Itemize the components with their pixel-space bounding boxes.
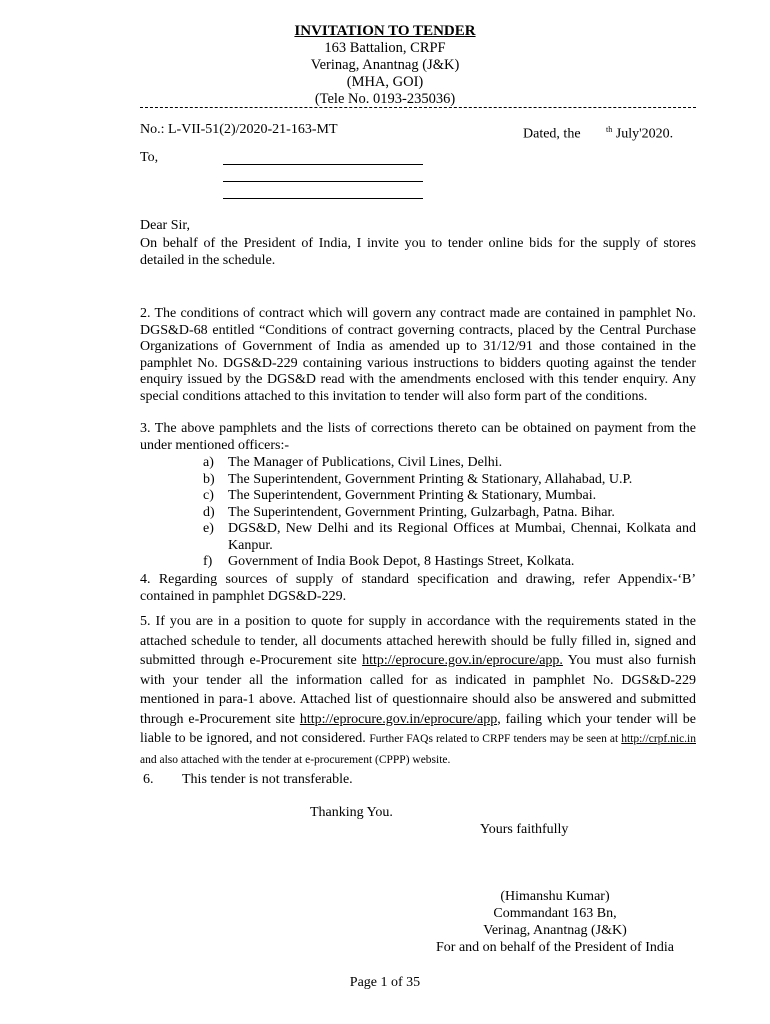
list-item: b) The Superintendent, Government Printing & Stationary, Allahabad, U.P. (203, 471, 633, 487)
header-block (0, 23, 770, 108)
address-line-3 (223, 198, 423, 199)
date-line (523, 122, 673, 143)
header-line-3: (MHA, GOI) (346, 74, 424, 90)
crpf-link[interactable]: http://crpf.nic.in (621, 733, 696, 745)
signature-block (430, 888, 680, 956)
dated-label: Dated, the (523, 126, 581, 142)
officers-list (203, 455, 696, 571)
list-item: c) The Superintendent, Government Printing & Stationary, Mumbai. (203, 488, 597, 503)
header-line-1: 163 Battalion, CRPF (324, 40, 446, 56)
header-line-2: Verinag, Anantnag (J&K) (310, 57, 460, 73)
dashed-divider (140, 107, 696, 108)
paragraph-6-text: This tender is not transferable. (182, 772, 353, 787)
reference-number: No.: L-VII-51(2)/2020-21-163-MT (140, 122, 338, 137)
paragraph-5: 5. If you are in a position to quote for supply in accordance with the requirements stated in the attached schedule to tender, all documents attached herewith should be fully filled in, signed and submitted through e-Procurement site http://eprocure.gov.in/eprocure/app. You must also furnish with your tender all the information called for as indicated in pamphlet No. DGS&D-229 mentioned in para-1 above. Attached list of questionnaire should also be answered and submitted through e-Procurement site http://eprocure.gov.in/eprocure/app, failing which your tender will be liable to be ignored, and not considered. Further FAQs related to CRPF tenders may be seen at http://crpf.nic.in and also attached with the tender at e-procurement (CPPP) website. (140, 614, 696, 766)
to-label: To, (140, 150, 159, 165)
paragraph-6-number: 6. (143, 772, 154, 787)
page-number: Page 1 of 35 (349, 975, 421, 990)
salutation: Dear Sir, (140, 218, 190, 233)
signatory-designation: Commandant 163 Bn, (493, 906, 617, 921)
eprocure-link-1[interactable]: http://eprocure.gov.in/eprocure/app. (362, 653, 563, 668)
list-item: a) The Manager of Publications, Civil Lines, Delhi. (203, 455, 503, 470)
signatory-behalf: For and on behalf of the President of India (436, 940, 674, 955)
paragraph-4: 4. Regarding sources of supply of standard specification and drawing, refer Appendix-‘B’ contained in pamphlet DGS&D-229. (140, 572, 696, 604)
list-item: e) DGS&D, New Delhi and its Regional Offices at Mumbai, Chennai, Kolkata and Kanpur. (203, 521, 696, 553)
yours-faithfully: Yours faithfully (480, 822, 569, 837)
address-line-2 (223, 181, 423, 182)
thanking-you: Thanking You. (310, 805, 393, 820)
paragraph-3: 3. The above pamphlets and the lists of corrections thereto can be obtained on payment from the under mentioned officers:- (140, 421, 696, 453)
signatory-name: (Himanshu Kumar) (500, 889, 610, 904)
signatory-place: Verinag, Anantnag (J&K) (483, 923, 627, 938)
document-title: INVITATION TO TENDER (294, 23, 476, 39)
paragraph-1: On behalf of the President of India, I invite you to tender online bids for the supply of stores detailed in the schedule. (140, 236, 696, 268)
eprocure-link-2[interactable]: http://eprocure.gov.in/eprocure/app, (299, 711, 501, 727)
date-rest: July'2020. (615, 126, 674, 142)
list-item: f) Government of India Book Depot, 8 Hastings Street, Kolkata. (203, 554, 575, 569)
list-item: d) The Superintendent, Government Printing, Gulzarbagh, Patna. Bihar. (203, 504, 615, 520)
header-line-4: (Tele No. 0193-235036) (314, 91, 456, 107)
paragraph-2: 2. The conditions of contract which will govern any contract made are contained in pamphlet No. DGS&D-68 entitled “Conditions of contract governing contracts, placed by the Central Purchase Organizations of Government of India as amended up to 31/12/91 and those contained in the pamphlet No. DGS&D-229 containing various instructions to bidders quoting against the tender enquiry issued by the DGS&D read with the amendments enclosed with this tender enquiry. Any special conditions attached to this invitation to tender will also form part of the conditions. (140, 306, 696, 404)
address-line-1 (223, 164, 423, 165)
date-superscript: th (606, 125, 613, 134)
